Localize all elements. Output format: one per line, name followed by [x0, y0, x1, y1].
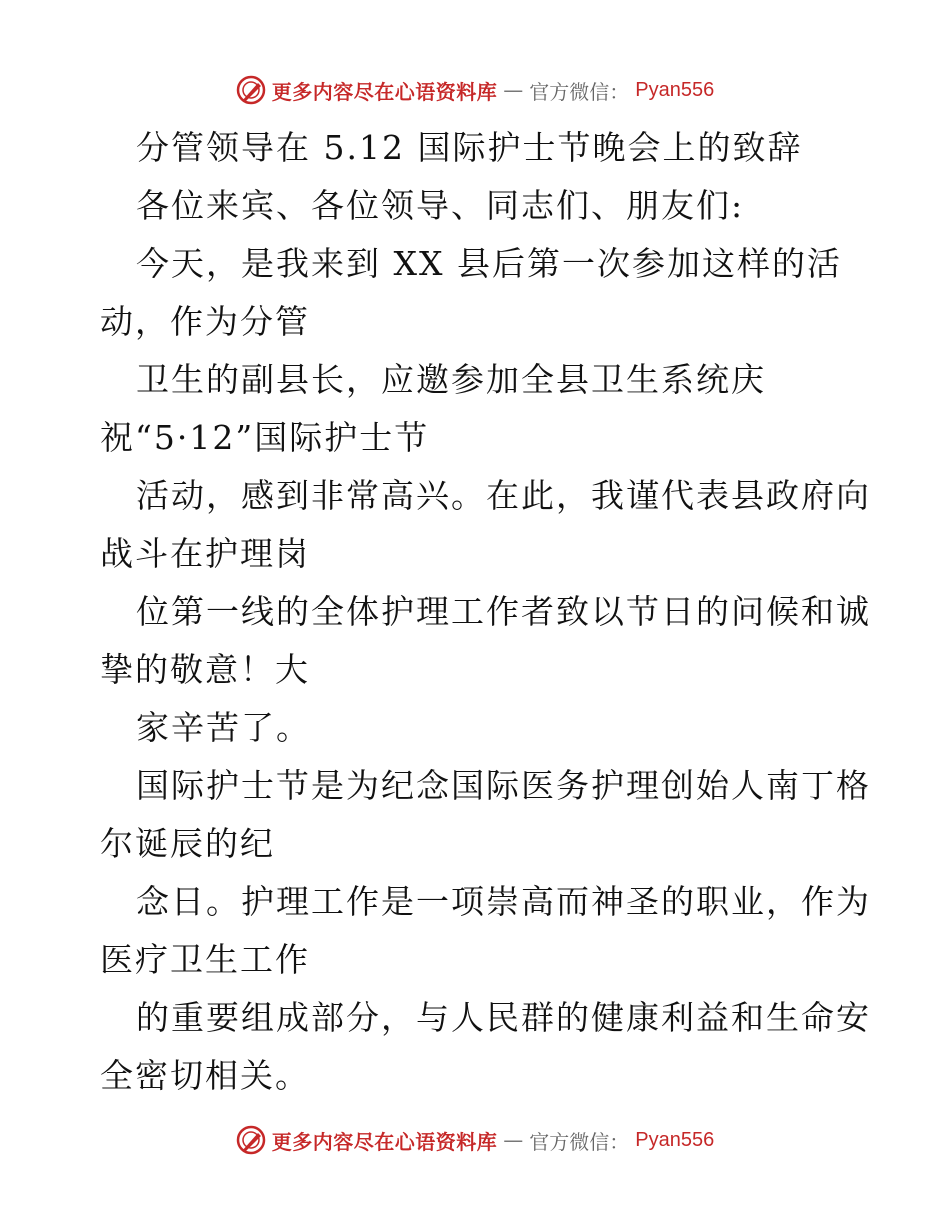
banner-contact-label: 官方微信： [529, 1129, 630, 1154]
banner-contact-id: Pyan556 [635, 1128, 715, 1151]
text-line: 动，作为分管 [100, 302, 310, 341]
banner-contact-id: Pyan556 [635, 78, 715, 101]
text-line: 的重要组成部分，与人民群的健康利益和生命安 [136, 998, 871, 1037]
banner-title: 更多内容尽在心语资料库 [271, 79, 498, 104]
banner-contact-label: 官方微信： [529, 79, 630, 104]
text-line: 活动，感到非常高兴。在此，我谨代表县政府向 [136, 476, 871, 515]
text-line: 战斗在护理岗 [100, 534, 310, 573]
text-line: 挚的敬意！大 [100, 650, 310, 689]
text-line: 全密切相关。 [100, 1056, 310, 1095]
quill-seal-icon [236, 1125, 266, 1155]
text-line: 位第一线的全体护理工作者致以节日的问候和诚 [136, 592, 871, 631]
banner-separator: — [503, 1128, 524, 1152]
document-title: 分管领导在 5.12 国际护士节晚会上的致辞 [136, 128, 803, 167]
text-line: 念日。护理工作是一项崇高而神圣的职业，作为 [136, 882, 871, 921]
text-line: 卫生的副县长，应邀参加全县卫生系统庆 [136, 360, 766, 399]
banner-title: 更多内容尽在心语资料库 [271, 1129, 498, 1154]
text-line: 医疗卫生工作 [100, 940, 310, 979]
footer-banner [0, 1120, 950, 1160]
text-line: 祝“5·12”国际护士节 [100, 418, 430, 457]
text-line: 家辛苦了。 [136, 708, 311, 747]
text-line: 国际护士节是为纪念国际医务护理创始人南丁格 [136, 766, 871, 805]
banner-separator: — [503, 78, 524, 102]
text-line: 今天，是我来到 XX 县后第一次参加这样的活 [136, 244, 842, 283]
text-line: 尔诞辰的纪 [100, 824, 275, 863]
text-line: 各位来宾、各位领导、同志们、朋友们: [136, 186, 745, 225]
